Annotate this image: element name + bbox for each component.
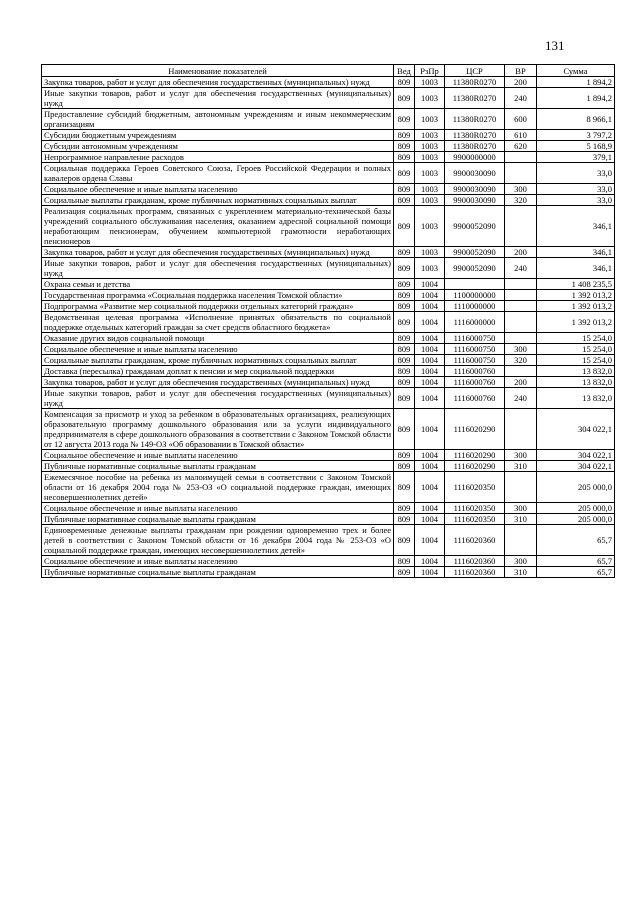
cell-csr: 1116000750 <box>445 355 505 366</box>
cell-vr <box>505 301 537 312</box>
header-vr: ВР <box>505 65 537 77</box>
cell-csr: 1116020290 <box>445 461 505 472</box>
table-row <box>42 206 615 247</box>
cell-sum: 65,7 <box>537 556 615 567</box>
cell-sum: 346,1 <box>537 206 615 247</box>
cell-csr: 11380R0270 <box>445 130 505 141</box>
cell-vr <box>505 152 537 163</box>
cell-vr: 300 <box>505 184 537 195</box>
cell-sum: 304 022,1 <box>537 450 615 461</box>
cell-csr: 11380R0270 <box>445 109 505 130</box>
table-row <box>42 152 615 163</box>
cell-name: Иные закупки товаров, работ и услуг для обеспечения государственных (муниципальных) нужд <box>42 388 394 409</box>
table-row <box>42 461 615 472</box>
cell-rzpr: 1004 <box>415 409 445 450</box>
cell-ved: 809 <box>394 344 415 355</box>
budget-table <box>41 64 615 578</box>
cell-vr: 200 <box>505 377 537 388</box>
table-row <box>42 290 615 301</box>
cell-vr: 240 <box>505 88 537 109</box>
cell-csr: 1116000750 <box>445 344 505 355</box>
cell-sum: 13 832,0 <box>537 366 615 377</box>
cell-sum: 346,1 <box>537 258 615 279</box>
table-row <box>42 109 615 130</box>
cell-ved: 809 <box>394 388 415 409</box>
cell-sum: 15 254,0 <box>537 355 615 366</box>
table-row <box>42 247 615 258</box>
cell-ved: 809 <box>394 258 415 279</box>
table-row <box>42 312 615 333</box>
cell-name: Предоставление субсидий бюджетным, автономным учреждениям и иным некоммерческим организациям <box>42 109 394 130</box>
cell-csr: 9900052090 <box>445 206 505 247</box>
cell-vr <box>505 312 537 333</box>
table-row <box>42 514 615 525</box>
table-row <box>42 163 615 184</box>
cell-name: Публичные нормативные социальные выплаты гражданам <box>42 567 394 578</box>
cell-vr: 610 <box>505 130 537 141</box>
cell-rzpr: 1004 <box>415 344 445 355</box>
cell-sum: 13 832,0 <box>537 388 615 409</box>
cell-name: Социальное обеспечение и иные выплаты населению <box>42 503 394 514</box>
table-row <box>42 130 615 141</box>
cell-csr: 1116020350 <box>445 503 505 514</box>
cell-vr: 200 <box>505 77 537 88</box>
cell-sum: 65,7 <box>537 525 615 556</box>
cell-vr: 300 <box>505 450 537 461</box>
cell-csr: 9900030090 <box>445 195 505 206</box>
cell-name: Государственная программа «Социальная поддержка населения Томской области» <box>42 290 394 301</box>
table-row <box>42 301 615 312</box>
cell-rzpr: 1004 <box>415 355 445 366</box>
cell-csr: 9900052090 <box>445 247 505 258</box>
cell-vr: 240 <box>505 388 537 409</box>
cell-rzpr: 1003 <box>415 141 445 152</box>
cell-ved: 809 <box>394 567 415 578</box>
cell-ved: 809 <box>394 525 415 556</box>
cell-rzpr: 1004 <box>415 514 445 525</box>
cell-rzpr: 1004 <box>415 377 445 388</box>
cell-csr: 1110000000 <box>445 301 505 312</box>
cell-name: Единовременные денежные выплаты гражданам при рождении одновременно трех и более детей в соответствии с Законом Томской области от 16 декабря 2004 года № 253-ОЗ «О социальной поддержке граждан, имеющих несовершеннолетних детей» <box>42 525 394 556</box>
cell-sum: 205 000,0 <box>537 503 615 514</box>
cell-vr: 300 <box>505 503 537 514</box>
cell-ved: 809 <box>394 88 415 109</box>
cell-name: Подпрограмма «Развитие мер социальной поддержки отдельных категорий граждан» <box>42 301 394 312</box>
cell-sum: 1 392 013,2 <box>537 301 615 312</box>
cell-rzpr: 1004 <box>415 450 445 461</box>
cell-ved: 809 <box>394 366 415 377</box>
cell-name: Охрана семьи и детства <box>42 279 394 290</box>
cell-sum: 5 168,9 <box>537 141 615 152</box>
table-row <box>42 355 615 366</box>
cell-csr: 9900030090 <box>445 163 505 184</box>
table-row <box>42 195 615 206</box>
cell-ved: 809 <box>394 503 415 514</box>
page-number: 131 <box>545 38 565 53</box>
table-row <box>42 366 615 377</box>
cell-csr: 1116020360 <box>445 556 505 567</box>
cell-name: Социальные выплаты гражданам, кроме публичных нормативных социальных выплат <box>42 195 394 206</box>
cell-sum: 1 392 013,2 <box>537 290 615 301</box>
cell-name: Закупка товаров, работ и услуг для обеспечения государственных (муниципальных) нужд <box>42 77 394 88</box>
cell-vr <box>505 409 537 450</box>
header-csr: ЦСР <box>445 65 505 77</box>
cell-name: Закупка товаров, работ и услуг для обеспечения государственных (муниципальных) нужд <box>42 247 394 258</box>
cell-ved: 809 <box>394 355 415 366</box>
cell-ved: 809 <box>394 333 415 344</box>
cell-name: Непрограммное направление расходов <box>42 152 394 163</box>
cell-name: Доставка (пересылка) гражданам доплат к пенсии и мер социальной поддержки <box>42 366 394 377</box>
cell-rzpr: 1003 <box>415 258 445 279</box>
cell-name: Иные закупки товаров, работ и услуг для обеспечения государственных (муниципальных) нужд <box>42 258 394 279</box>
cell-name: Иные закупки товаров, работ и услуг для обеспечения государственных (муниципальных) нужд <box>42 88 394 109</box>
cell-name: Публичные нормативные социальные выплаты гражданам <box>42 514 394 525</box>
cell-csr: 1116020360 <box>445 567 505 578</box>
cell-vr: 620 <box>505 141 537 152</box>
cell-vr: 310 <box>505 461 537 472</box>
cell-sum: 3 797,2 <box>537 130 615 141</box>
cell-sum: 15 254,0 <box>537 344 615 355</box>
cell-ved: 809 <box>394 461 415 472</box>
table-row <box>42 450 615 461</box>
cell-ved: 809 <box>394 206 415 247</box>
cell-sum: 8 966,1 <box>537 109 615 130</box>
cell-ved: 809 <box>394 195 415 206</box>
cell-sum: 205 000,0 <box>537 472 615 503</box>
cell-sum: 33,0 <box>537 195 615 206</box>
cell-rzpr: 1004 <box>415 388 445 409</box>
cell-rzpr: 1003 <box>415 130 445 141</box>
cell-csr: 9900000000 <box>445 152 505 163</box>
cell-ved: 809 <box>394 279 415 290</box>
table-header-row <box>42 65 615 77</box>
cell-vr <box>505 366 537 377</box>
table-row <box>42 567 615 578</box>
cell-sum: 15 254,0 <box>537 333 615 344</box>
cell-name: Реализация социальных программ, связанных с укреплением материально-технической базы учреждений социального обслуживания населения, оказанием адресной социальной помощи неработающим пенсионерам, обучением компьютерной грамотности неработающих пенсионеров <box>42 206 394 247</box>
table-row <box>42 279 615 290</box>
cell-sum: 1 408 235,5 <box>537 279 615 290</box>
cell-name: Публичные нормативные социальные выплаты гражданам <box>42 461 394 472</box>
cell-rzpr: 1004 <box>415 472 445 503</box>
cell-rzpr: 1004 <box>415 279 445 290</box>
cell-vr <box>505 525 537 556</box>
cell-name: Социальная поддержка Героев Советского Союза, Героев Российской Федерации и полных кавалеров ордена Славы <box>42 163 394 184</box>
table-row <box>42 556 615 567</box>
cell-rzpr: 1003 <box>415 195 445 206</box>
cell-name: Социальные выплаты гражданам, кроме публичных нормативных социальных выплат <box>42 355 394 366</box>
cell-ved: 809 <box>394 109 415 130</box>
cell-vr: 200 <box>505 247 537 258</box>
cell-ved: 809 <box>394 141 415 152</box>
cell-csr: 1116000000 <box>445 312 505 333</box>
cell-rzpr: 1004 <box>415 567 445 578</box>
cell-rzpr: 1004 <box>415 503 445 514</box>
cell-vr: 240 <box>505 258 537 279</box>
cell-ved: 809 <box>394 301 415 312</box>
cell-vr: 300 <box>505 556 537 567</box>
cell-vr <box>505 206 537 247</box>
cell-rzpr: 1004 <box>415 366 445 377</box>
cell-ved: 809 <box>394 290 415 301</box>
cell-vr <box>505 290 537 301</box>
cell-ved: 809 <box>394 409 415 450</box>
cell-csr: 11380R0270 <box>445 88 505 109</box>
table-row <box>42 141 615 152</box>
table-row <box>42 258 615 279</box>
cell-csr: 1116000760 <box>445 388 505 409</box>
cell-name: Компенсация за присмотр и уход за ребенком в образовательных организациях, реализующих образовательную программу дошкольного образования или за услуги индивидуального предпринимателя в сфере дошкольного образования в соответствии с Законом Томской области от 12 августа 2013 года № 149-ОЗ «Об образовании в Томской области» <box>42 409 394 450</box>
cell-rzpr: 1004 <box>415 290 445 301</box>
cell-ved: 809 <box>394 556 415 567</box>
cell-csr: 1116000750 <box>445 333 505 344</box>
cell-vr: 310 <box>505 567 537 578</box>
table-row <box>42 88 615 109</box>
cell-rzpr: 1004 <box>415 312 445 333</box>
cell-name: Закупка товаров, работ и услуг для обеспечения государственных (муниципальных) нужд <box>42 377 394 388</box>
table-row <box>42 409 615 450</box>
cell-csr: 1100000000 <box>445 290 505 301</box>
cell-ved: 809 <box>394 514 415 525</box>
cell-csr: 11380R0270 <box>445 77 505 88</box>
cell-sum: 205 000,0 <box>537 514 615 525</box>
cell-ved: 809 <box>394 312 415 333</box>
cell-rzpr: 1004 <box>415 461 445 472</box>
cell-csr: 1116020290 <box>445 409 505 450</box>
table-row <box>42 503 615 514</box>
cell-sum: 304 022,1 <box>537 461 615 472</box>
cell-ved: 809 <box>394 472 415 503</box>
cell-sum: 1 894,2 <box>537 77 615 88</box>
table-row <box>42 344 615 355</box>
cell-ved: 809 <box>394 377 415 388</box>
cell-vr <box>505 163 537 184</box>
cell-ved: 809 <box>394 130 415 141</box>
cell-ved: 809 <box>394 184 415 195</box>
cell-name: Социальное обеспечение и иные выплаты населению <box>42 184 394 195</box>
cell-rzpr: 1004 <box>415 525 445 556</box>
cell-name: Социальное обеспечение и иные выплаты населению <box>42 344 394 355</box>
cell-rzpr: 1003 <box>415 152 445 163</box>
cell-rzpr: 1003 <box>415 109 445 130</box>
cell-name: Ведомственная целевая программа «Исполнение принятых обязательств по социальной поддержке отдельных категорий граждан за счет средств областного бюджета» <box>42 312 394 333</box>
cell-name: Субсидии автономным учреждениям <box>42 141 394 152</box>
cell-rzpr: 1004 <box>415 556 445 567</box>
cell-sum: 65,7 <box>537 567 615 578</box>
cell-rzpr: 1004 <box>415 333 445 344</box>
cell-csr: 1116020350 <box>445 472 505 503</box>
cell-csr: 1116000760 <box>445 377 505 388</box>
header-rzpr: РзПр <box>415 65 445 77</box>
cell-vr: 310 <box>505 514 537 525</box>
cell-ved: 809 <box>394 152 415 163</box>
cell-rzpr: 1003 <box>415 163 445 184</box>
cell-rzpr: 1003 <box>415 88 445 109</box>
header-name: Наименование показателей <box>42 65 394 77</box>
cell-csr: 1116020360 <box>445 525 505 556</box>
cell-name: Социальное обеспечение и иные выплаты населению <box>42 450 394 461</box>
cell-csr: 1116020290 <box>445 450 505 461</box>
cell-name: Социальное обеспечение и иные выплаты населению <box>42 556 394 567</box>
table-row <box>42 472 615 503</box>
cell-ved: 809 <box>394 247 415 258</box>
table-row <box>42 525 615 556</box>
cell-name: Оказание других видов социальной помощи <box>42 333 394 344</box>
cell-csr: 1116000760 <box>445 366 505 377</box>
cell-rzpr: 1003 <box>415 247 445 258</box>
cell-vr <box>505 472 537 503</box>
cell-vr: 600 <box>505 109 537 130</box>
cell-csr: 1116020350 <box>445 514 505 525</box>
cell-vr: 300 <box>505 344 537 355</box>
cell-sum: 379,1 <box>537 152 615 163</box>
cell-vr: 320 <box>505 195 537 206</box>
header-sum: Сумма <box>537 65 615 77</box>
cell-sum: 33,0 <box>537 184 615 195</box>
cell-rzpr: 1003 <box>415 77 445 88</box>
cell-sum: 304 022,1 <box>537 409 615 450</box>
cell-vr <box>505 333 537 344</box>
cell-sum: 1 894,2 <box>537 88 615 109</box>
cell-ved: 809 <box>394 163 415 184</box>
table-row <box>42 77 615 88</box>
cell-sum: 33,0 <box>537 163 615 184</box>
cell-csr <box>445 279 505 290</box>
table-row <box>42 377 615 388</box>
cell-rzpr: 1003 <box>415 206 445 247</box>
table-row <box>42 388 615 409</box>
cell-sum: 346,1 <box>537 247 615 258</box>
cell-csr: 11380R0270 <box>445 141 505 152</box>
cell-name: Ежемесячное пособие на ребенка из малоимущей семьи в соответствии с Законом Томской области от 16 декабря 2004 года № 253-ОЗ «О социальной поддержке граждан, имеющих несовершеннолетних детей» <box>42 472 394 503</box>
table-row <box>42 184 615 195</box>
cell-vr <box>505 279 537 290</box>
cell-csr: 9900052090 <box>445 258 505 279</box>
cell-ved: 809 <box>394 450 415 461</box>
cell-csr: 9900030090 <box>445 184 505 195</box>
table-row <box>42 333 615 344</box>
cell-rzpr: 1004 <box>415 301 445 312</box>
header-ved: Вед <box>394 65 415 77</box>
cell-name: Субсидии бюджетным учреждениям <box>42 130 394 141</box>
cell-rzpr: 1003 <box>415 184 445 195</box>
cell-ved: 809 <box>394 77 415 88</box>
cell-sum: 1 392 013,2 <box>537 312 615 333</box>
cell-vr: 320 <box>505 355 537 366</box>
cell-sum: 13 832,0 <box>537 377 615 388</box>
